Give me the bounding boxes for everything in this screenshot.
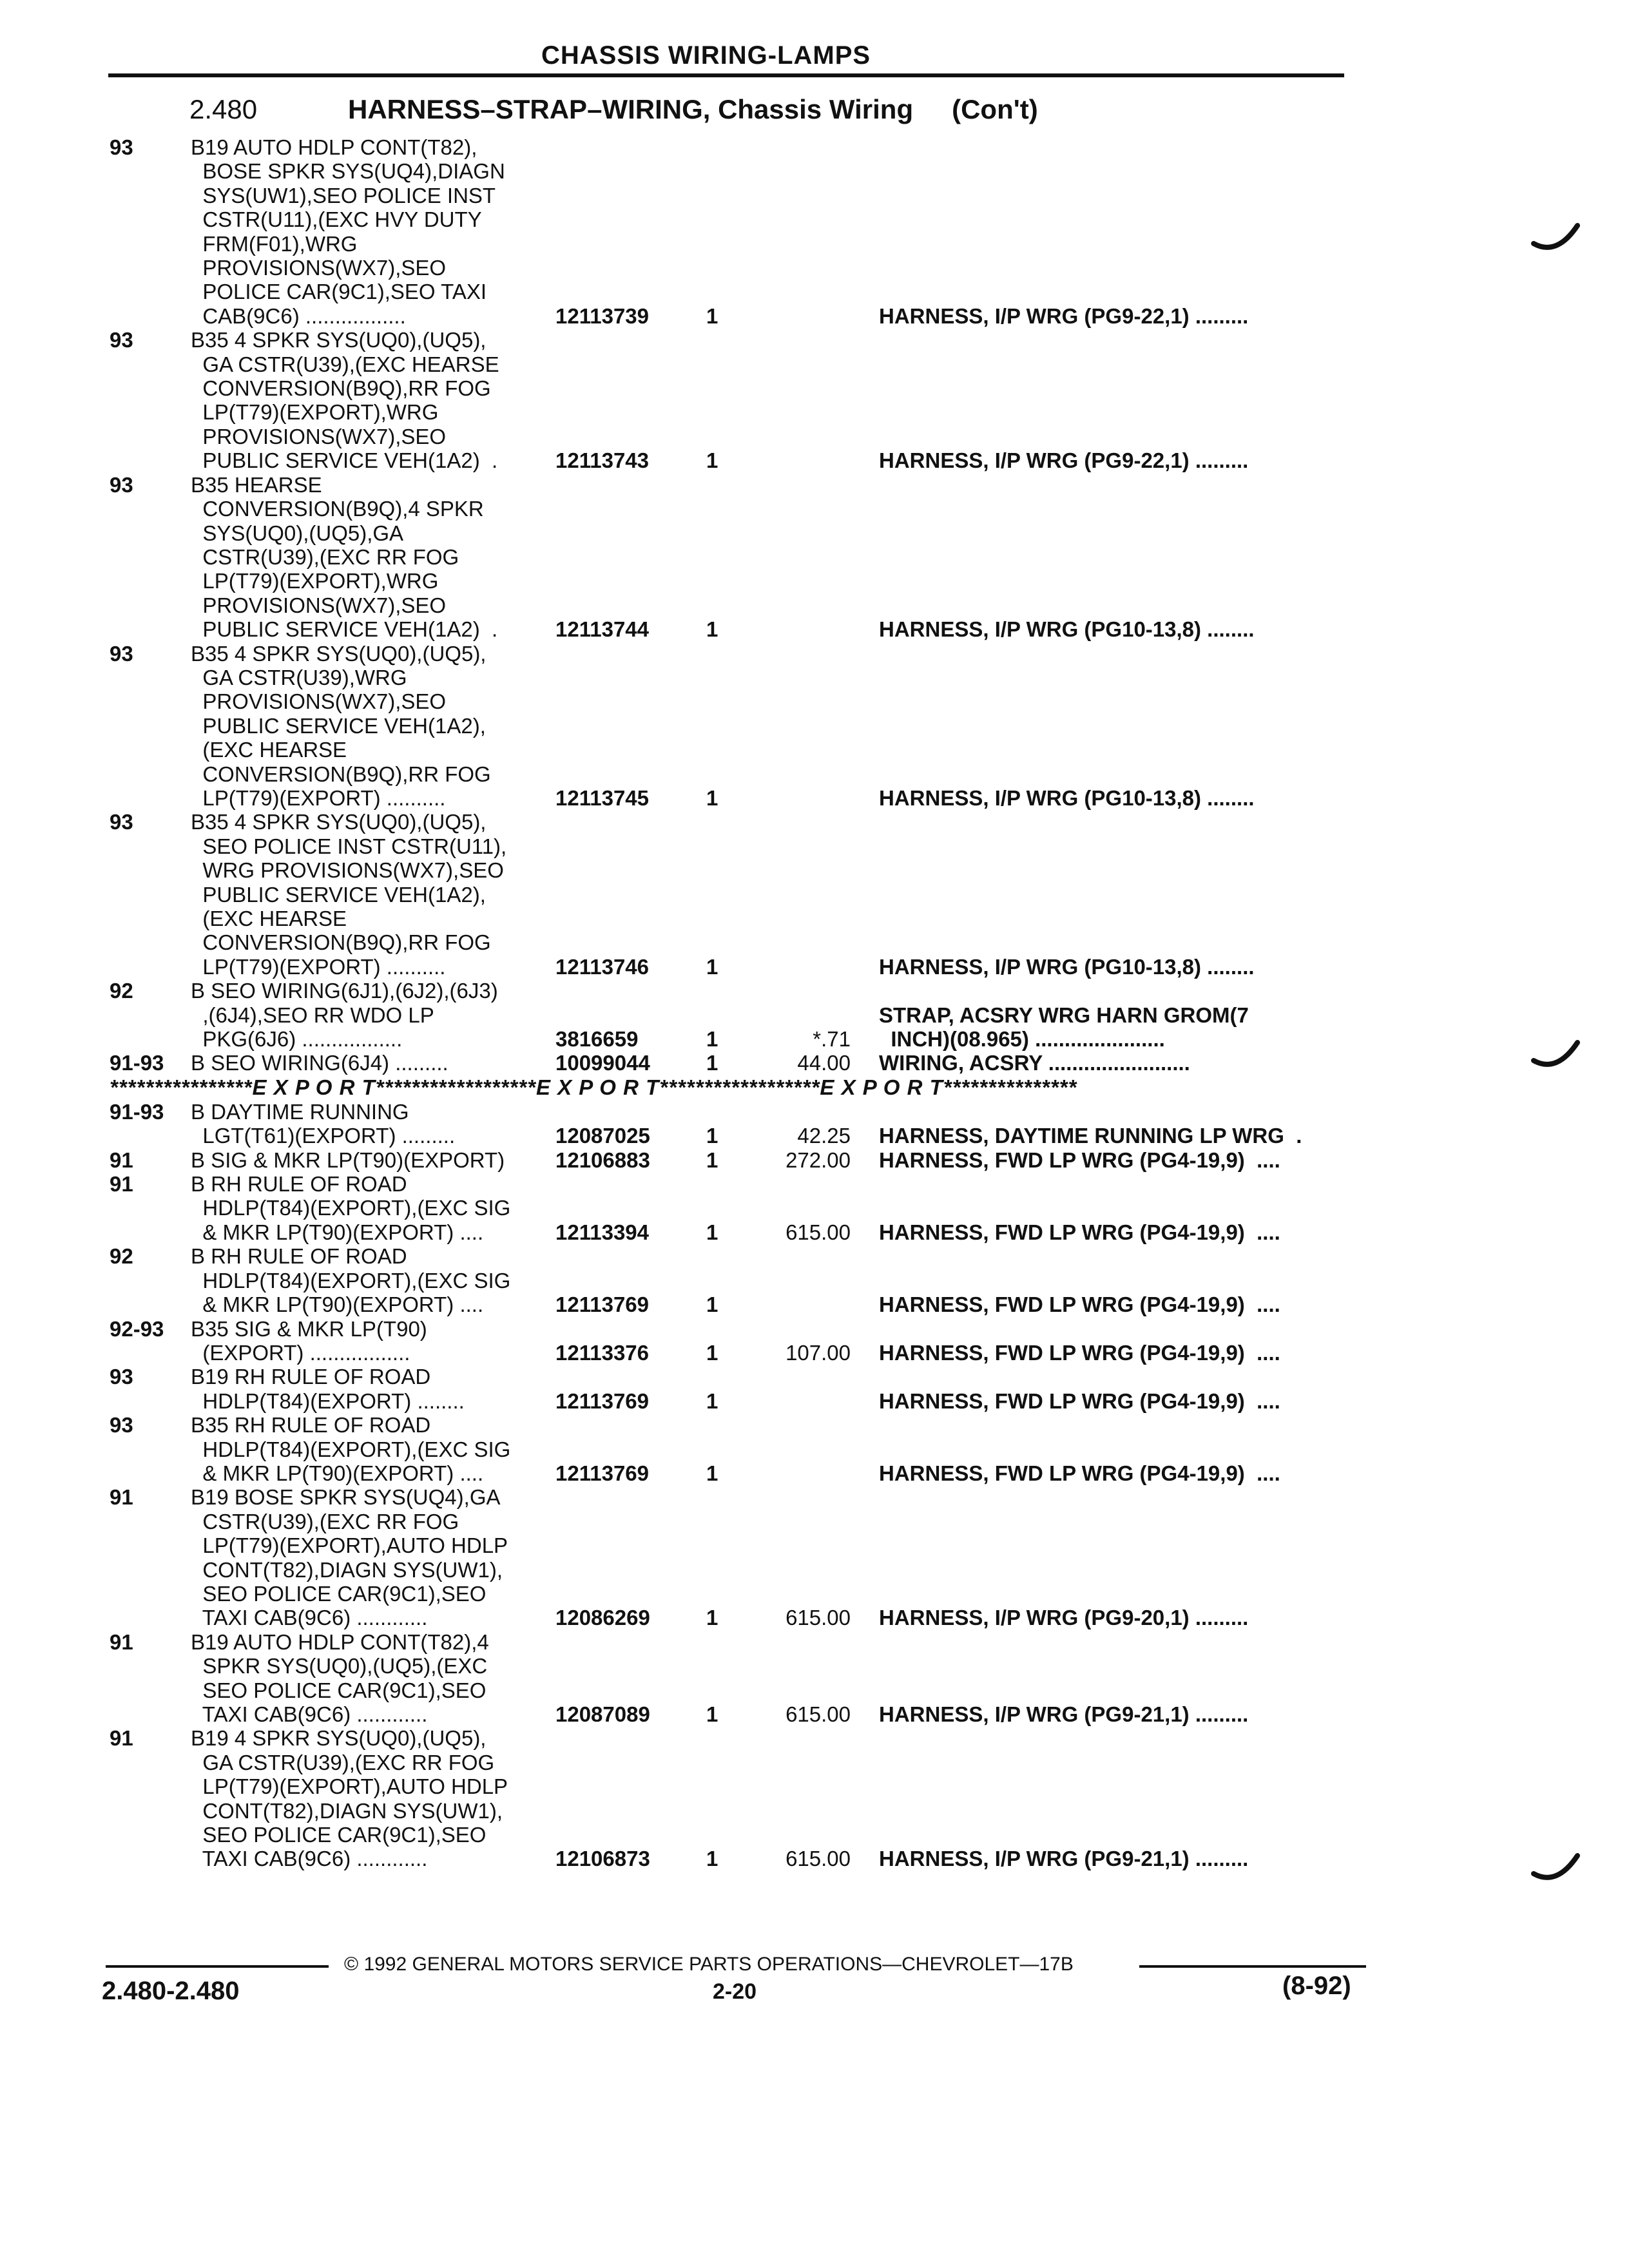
- price: 615.00: [786, 1847, 851, 1871]
- description-line: CAB(9C6) .................: [191, 303, 406, 328]
- section-continued: (Con't): [952, 94, 1038, 124]
- description-line: B SIG & MKR LP(T90)(EXPORT): [191, 1148, 505, 1172]
- description-line: CSTR(U39),(EXC RR FOG: [191, 544, 459, 569]
- description-line: CSTR(U39),(EXC RR FOG: [191, 1509, 459, 1533]
- model-year: 93: [110, 810, 133, 834]
- section-number: 2.480: [189, 94, 258, 124]
- quantity: 1: [706, 617, 718, 642]
- description-line: TAXI CAB(9C6) ............: [191, 1847, 428, 1871]
- part-name: HARNESS, I/P WRG (PG10-13,8) ........: [879, 954, 1255, 979]
- description-line: B35 4 SPKR SYS(UQ0),(UQ5),: [191, 810, 487, 834]
- description-line: WRG PROVISIONS(WX7),SEO: [191, 858, 504, 883]
- description-line: B35 SIG & MKR LP(T90): [191, 1316, 427, 1341]
- table-row: [0, 642, 1629, 811]
- punch-hole-mark: [1531, 219, 1583, 258]
- usage-description: [191, 1413, 552, 1485]
- quantity: 1: [706, 303, 718, 328]
- part-number: 12113769: [555, 1389, 650, 1413]
- table-row: [0, 1244, 1629, 1316]
- price: 44.00: [797, 1051, 851, 1075]
- usage-description: [191, 328, 552, 472]
- description-line: B SEO WIRING(6J1),(6J2),(6J3): [191, 979, 498, 1003]
- description-line: LP(T79)(EXPORT) ..........: [191, 954, 446, 979]
- description-line: (EXPORT) .................: [191, 1340, 410, 1365]
- table-row: [0, 979, 1629, 1051]
- model-year: 92-93: [110, 1316, 164, 1341]
- model-year: 91-93: [110, 1099, 164, 1124]
- part-number: 12113376: [555, 1340, 650, 1365]
- price: 42.25: [797, 1124, 851, 1148]
- part-name: HARNESS, I/P WRG (PG9-22,1) .........: [879, 448, 1249, 473]
- table-row: [0, 1317, 1629, 1365]
- description-line: PROVISIONS(WX7),SEO: [191, 593, 447, 617]
- usage-description: [191, 1726, 552, 1870]
- description-line: (EXC HEARSE: [191, 738, 347, 762]
- quantity: 1: [706, 1606, 718, 1630]
- description-line: ,(6J4),SEO RR WDO LP: [191, 1003, 434, 1027]
- table-row: [0, 1485, 1629, 1629]
- part-number: 12113769: [555, 1461, 650, 1485]
- description-line: PKG(6J6) .................: [191, 1027, 403, 1052]
- price: 107.00: [786, 1340, 851, 1365]
- description-line: PUBLIC SERVICE VEH(1A2) .: [191, 448, 498, 473]
- model-year: 93: [110, 135, 133, 159]
- description-line: B35 RH RULE OF ROAD: [191, 1413, 431, 1437]
- description-line: SEO POLICE CAR(9C1),SEO: [191, 1581, 487, 1606]
- description-line: CSTR(U11),(EXC HVY DUTY: [191, 207, 482, 232]
- part-name: HARNESS, I/P WRG (PG9-21,1) .........: [879, 1702, 1249, 1726]
- price: 615.00: [786, 1220, 851, 1244]
- table-row: [0, 328, 1629, 472]
- description-line: CONVERSION(B9Q),RR FOG: [191, 376, 491, 401]
- price: 615.00: [786, 1702, 851, 1726]
- model-year: 93: [110, 472, 133, 497]
- usage-description: [191, 135, 552, 328]
- usage-description: [191, 1485, 552, 1629]
- quantity: 1: [706, 1220, 718, 1244]
- model-year: 93: [110, 328, 133, 352]
- description-line: CONT(T82),DIAGN SYS(UW1),: [191, 1557, 503, 1582]
- description-line: LP(T79)(EXPORT),WRG: [191, 569, 439, 593]
- footer-rule-right: [1139, 1965, 1366, 1968]
- description-line: CONVERSION(B9Q),RR FOG: [191, 930, 491, 955]
- footer-copyright: © 1992 GENERAL MOTORS SERVICE PARTS OPERATIONS—CHEVROLET—17B: [344, 1954, 1074, 1975]
- table-row: [0, 1726, 1629, 1870]
- description-line: B19 AUTO HDLP CONT(T82),4: [191, 1629, 489, 1654]
- part-number: 12087025: [555, 1124, 650, 1148]
- description-line: B19 RH RULE OF ROAD: [191, 1365, 431, 1389]
- part-name-continued: INCH)(08.965) ......................: [879, 1027, 1165, 1052]
- header-rule: [108, 73, 1344, 77]
- quantity: 1: [706, 1847, 718, 1871]
- description-line: GA CSTR(U39),WRG: [191, 665, 407, 689]
- usage-description: [191, 810, 552, 979]
- part-number: 12113769: [555, 1293, 650, 1317]
- part-number: 12113739: [555, 303, 650, 328]
- part-number: 12087089: [555, 1702, 650, 1726]
- description-line: PROVISIONS(WX7),SEO: [191, 424, 447, 448]
- description-line: B35 HEARSE: [191, 472, 322, 497]
- export-divider: ****************E X P O R T******************E X P O R T******************E X P O R T***************: [110, 1075, 1077, 1099]
- description-line: SYS(UQ0),(UQ5),GA: [191, 521, 404, 545]
- quantity: 1: [706, 1124, 718, 1148]
- part-name: HARNESS, FWD LP WRG (PG4-19,9) ....: [879, 1293, 1280, 1317]
- description-line: PROVISIONS(WX7),SEO: [191, 689, 447, 714]
- description-line: GA CSTR(U39),(EXC RR FOG: [191, 1750, 495, 1774]
- part-number: 3816659: [555, 1027, 639, 1052]
- description-line: TAXI CAB(9C6) ............: [191, 1606, 428, 1630]
- description-line: B SEO WIRING(6J4) .........: [191, 1051, 448, 1075]
- section-heading: [189, 94, 1038, 125]
- usage-description: [191, 1100, 552, 1148]
- description-line: BOSE SPKR SYS(UQ4),DIAGN: [191, 159, 505, 184]
- description-line: TAXI CAB(9C6) ............: [191, 1702, 428, 1726]
- quantity: 1: [706, 1051, 718, 1075]
- model-year: 92: [110, 979, 133, 1003]
- description-line: B DAYTIME RUNNING: [191, 1099, 409, 1124]
- price: *.71: [813, 1027, 851, 1052]
- description-line: LP(T79)(EXPORT),AUTO HDLP: [191, 1774, 508, 1799]
- description-line: (EXC HEARSE: [191, 907, 347, 930]
- part-name: HARNESS, I/P WRG (PG9-20,1) .........: [879, 1606, 1249, 1630]
- part-number: 12113394: [555, 1220, 650, 1244]
- price: 272.00: [786, 1148, 851, 1172]
- usage-description: [191, 1051, 552, 1075]
- part-name: STRAP, ACSRY WRG HARN GROM(7: [879, 1003, 1249, 1028]
- usage-description: [191, 1172, 552, 1244]
- description-line: B RH RULE OF ROAD: [191, 1244, 407, 1269]
- part-name: WIRING, ACSRY ........................: [879, 1051, 1190, 1075]
- quantity: 1: [706, 1027, 718, 1052]
- description-line: CONVERSION(B9Q),RR FOG: [191, 762, 491, 786]
- parts-list: [0, 135, 1629, 1871]
- description-line: LGT(T61)(EXPORT) .........: [191, 1124, 456, 1148]
- model-year: 91: [110, 1172, 133, 1196]
- quantity: 1: [706, 1389, 718, 1413]
- model-year: 91: [110, 1485, 133, 1510]
- part-name: HARNESS, FWD LP WRG (PG4-19,9) ....: [879, 1220, 1280, 1244]
- table-row: [0, 473, 1629, 642]
- table-row: [0, 810, 1629, 979]
- description-line: SEO POLICE CAR(9C1),SEO: [191, 1678, 487, 1702]
- part-name: HARNESS, DAYTIME RUNNING LP WRG .: [879, 1124, 1302, 1148]
- quantity: 1: [706, 1340, 718, 1365]
- part-name: HARNESS, I/P WRG (PG9-22,1) .........: [879, 303, 1249, 328]
- section-title: HARNESS–STRAP–WIRING, Chassis Wiring: [348, 94, 914, 124]
- part-number: 12113745: [555, 785, 650, 810]
- table-row: [0, 1100, 1629, 1148]
- description-line: B35 4 SPKR SYS(UQ0),(UQ5),: [191, 328, 487, 352]
- description-line: GA CSTR(U39),(EXC HEARSE: [191, 352, 499, 376]
- model-year: 93: [110, 1413, 133, 1437]
- footer-date: (8-92): [1282, 1972, 1351, 2000]
- usage-description: [191, 1365, 552, 1413]
- part-name: HARNESS, FWD LP WRG (PG4-19,9) ....: [879, 1340, 1280, 1365]
- table-row: [0, 1413, 1629, 1485]
- description-line: CONVERSION(B9Q),4 SPKR: [191, 497, 484, 521]
- part-number: 12113746: [555, 954, 650, 979]
- part-number: 12086269: [555, 1606, 650, 1630]
- description-line: HDLP(T84)(EXPORT) ........: [191, 1389, 465, 1413]
- quantity: 1: [706, 785, 718, 810]
- part-number: 12106873: [555, 1847, 650, 1871]
- part-name: HARNESS, I/P WRG (PG10-13,8) ........: [879, 785, 1255, 810]
- table-row: [0, 1172, 1629, 1244]
- part-number: 12113744: [555, 617, 650, 642]
- description-line: PUBLIC SERVICE VEH(1A2),: [191, 713, 486, 738]
- model-year: 91: [110, 1629, 133, 1654]
- price: 615.00: [786, 1606, 851, 1630]
- description-line: CONT(T82),DIAGN SYS(UW1),: [191, 1798, 503, 1823]
- description-line: B35 4 SPKR SYS(UQ0),(UQ5),: [191, 641, 487, 666]
- description-line: & MKR LP(T90)(EXPORT) ....: [191, 1220, 484, 1244]
- description-line: POLICE CAR(9C1),SEO TAXI: [191, 280, 487, 304]
- description-line: SEO POLICE INST CSTR(U11),: [191, 834, 507, 858]
- part-name: HARNESS, I/P WRG (PG9-21,1) .........: [879, 1847, 1249, 1871]
- description-line: SPKR SYS(UQ0),(UQ5),(EXC: [191, 1654, 488, 1678]
- quantity: 1: [706, 1702, 718, 1726]
- part-name: HARNESS, I/P WRG (PG10-13,8) ........: [879, 617, 1255, 642]
- usage-description: [191, 1244, 552, 1316]
- usage-description: [191, 1630, 552, 1727]
- table-row: [0, 1051, 1629, 1075]
- usage-description: [191, 642, 552, 811]
- footer-range: 2.480-2.480: [102, 1977, 240, 2005]
- usage-description: [191, 979, 552, 1051]
- description-line: SEO POLICE CAR(9C1),SEO: [191, 1823, 487, 1847]
- model-year: 91: [110, 1148, 133, 1172]
- quantity: 1: [706, 1148, 718, 1172]
- description-line: & MKR LP(T90)(EXPORT) ....: [191, 1461, 484, 1485]
- description-line: & MKR LP(T90)(EXPORT) ....: [191, 1293, 484, 1317]
- description-line: HDLP(T84)(EXPORT),(EXC SIG: [191, 1268, 511, 1293]
- quantity: 1: [706, 954, 718, 979]
- model-year: 92: [110, 1244, 133, 1269]
- punch-hole-mark: [1531, 1849, 1583, 1888]
- description-line: B19 4 SPKR SYS(UQ0),(UQ5),: [191, 1726, 487, 1751]
- description-line: B19 AUTO HDLP CONT(T82),: [191, 135, 477, 159]
- description-line: PUBLIC SERVICE VEH(1A2),: [191, 882, 486, 907]
- model-year: 93: [110, 641, 133, 666]
- description-line: B RH RULE OF ROAD: [191, 1172, 407, 1196]
- footer-page-number: 2-20: [713, 1979, 757, 2004]
- description-line: LP(T79)(EXPORT),AUTO HDLP: [191, 1533, 508, 1558]
- description-line: HDLP(T84)(EXPORT),(EXC SIG: [191, 1196, 511, 1220]
- model-year: 91: [110, 1726, 133, 1751]
- part-name: HARNESS, FWD LP WRG (PG4-19,9) ....: [879, 1389, 1280, 1413]
- table-row: [0, 1365, 1629, 1413]
- table-row: [0, 1148, 1629, 1172]
- usage-description: [191, 1317, 552, 1365]
- description-line: FRM(F01),WRG: [191, 231, 358, 256]
- description-line: LP(T79)(EXPORT) ..........: [191, 785, 446, 810]
- table-row: [0, 135, 1629, 328]
- part-number: 10099044: [555, 1051, 650, 1075]
- description-line: B19 BOSE SPKR SYS(UQ4),GA: [191, 1485, 501, 1510]
- footer-rule-left: [106, 1965, 329, 1968]
- table-row: [0, 1630, 1629, 1727]
- part-name: HARNESS, FWD LP WRG (PG4-19,9) ....: [879, 1461, 1280, 1485]
- model-year: 91-93: [110, 1051, 164, 1075]
- quantity: 1: [706, 1461, 718, 1485]
- description-line: HDLP(T84)(EXPORT),(EXC SIG: [191, 1437, 511, 1461]
- quantity: 1: [706, 1293, 718, 1317]
- part-number: 12106883: [555, 1148, 650, 1172]
- part-number: 12113743: [555, 448, 650, 473]
- usage-description: [191, 473, 552, 642]
- model-year: 93: [110, 1365, 133, 1389]
- punch-hole-mark: [1531, 1036, 1583, 1075]
- usage-description: [191, 1148, 552, 1172]
- description-line: SYS(UW1),SEO POLICE INST: [191, 183, 496, 207]
- page-title: CHASSIS WIRING-LAMPS: [541, 41, 871, 70]
- description-line: PROVISIONS(WX7),SEO: [191, 256, 447, 280]
- description-line: LP(T79)(EXPORT),WRG: [191, 400, 439, 425]
- part-name: HARNESS, FWD LP WRG (PG4-19,9) ....: [879, 1148, 1280, 1172]
- description-line: PUBLIC SERVICE VEH(1A2) .: [191, 617, 498, 642]
- quantity: 1: [706, 448, 718, 473]
